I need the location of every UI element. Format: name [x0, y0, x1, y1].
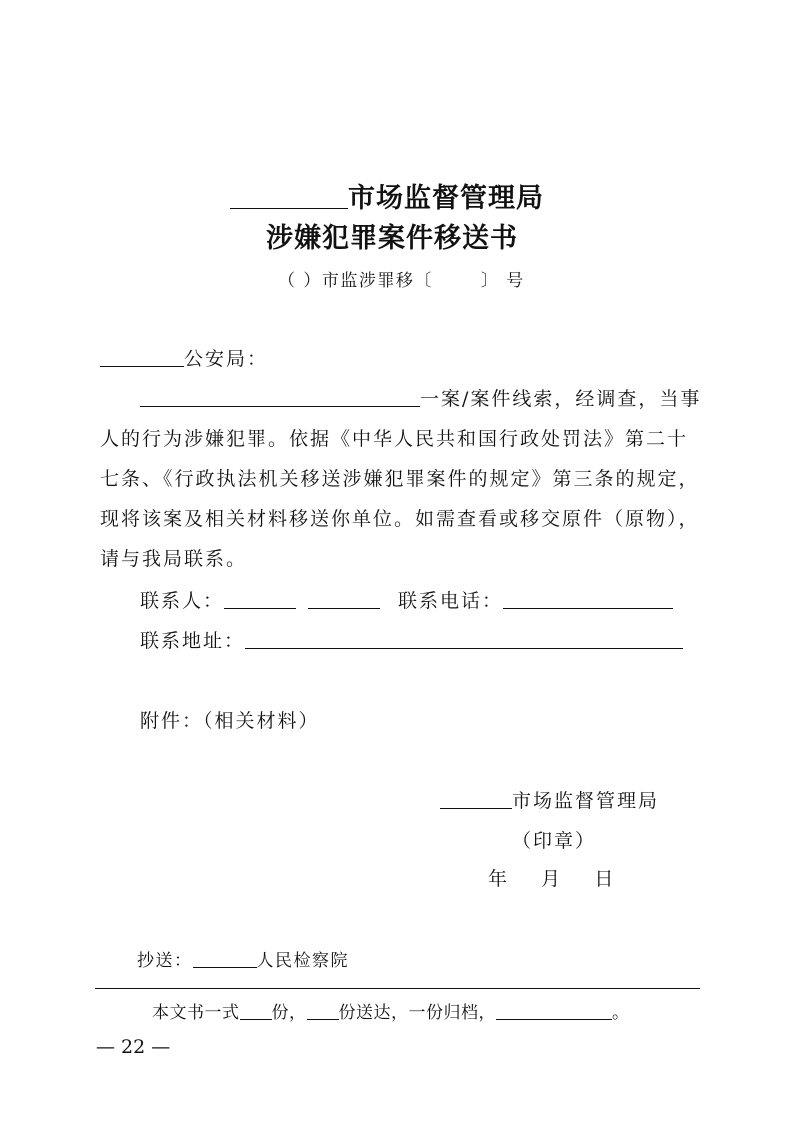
signature-org [440, 786, 659, 813]
police-bureau-blank[interactable] [100, 347, 184, 367]
copies-line [152, 998, 630, 1023]
cc-blank[interactable] [193, 950, 257, 968]
contact-address-blank[interactable] [245, 629, 683, 649]
para-line2: 人的行为涉嫌犯罪。依据《中华人民共和国行政处罚法》第二十 [100, 428, 689, 450]
contact-row [140, 586, 673, 613]
date: 年 月 日 [488, 868, 616, 890]
org-blank[interactable] [230, 181, 348, 209]
title-text: 市场监督管理局 [348, 183, 544, 214]
copies-other-blank[interactable] [496, 1002, 612, 1020]
cc-label: 抄送： [137, 951, 193, 971]
addressee [100, 344, 268, 371]
contact-person-blank-2[interactable] [308, 589, 380, 609]
para-line1 [140, 384, 701, 411]
para-line1-text: 一案/案件线索，经调查，当事 [420, 388, 702, 410]
cc-org: 人民检察院 [256, 951, 349, 971]
doc-number-prefix: （ ）市监涉罪移〔 [278, 271, 433, 291]
contact-person-blank-1[interactable] [224, 589, 296, 609]
contact-phone-blank[interactable] [503, 589, 673, 609]
divider [95, 988, 700, 989]
doc-number-suffix: 〕 号 [480, 271, 525, 291]
attachment: 附件：（相关材料） [140, 710, 320, 732]
copies-text-1: 本文书一式 [152, 1003, 240, 1023]
copies-text-3: 份送达，一份归档， [338, 1003, 496, 1023]
addressee-text: 公安局： [184, 348, 269, 370]
contact-phone-label: 联系电话： [398, 590, 504, 612]
signature-org-text: 市场监督管理局 [512, 790, 660, 812]
seal: （印章） [512, 830, 597, 852]
case-name-blank[interactable] [140, 387, 420, 407]
para-line4: 现将该案及相关材料移送你单位。如需查看或移交原件（原物）， [100, 508, 700, 530]
copies-served-blank[interactable] [307, 1002, 339, 1020]
page-number: — 22 — [96, 1036, 171, 1058]
para-line5: 请与我局联系。 [100, 548, 248, 570]
doc-number [278, 266, 525, 291]
signature-org-blank[interactable] [440, 789, 512, 809]
copies-total-blank[interactable] [240, 1002, 272, 1020]
para-line3: 七条、《行政执法机关移送涉嫌犯罪案件的规定》第三条的规定， [100, 468, 700, 490]
contact-address-label: 联系地址： [140, 630, 246, 652]
cc-line [137, 946, 349, 971]
title-line2: 涉嫌犯罪案件移送书 [266, 223, 518, 254]
copies-text-2: 份， [271, 1003, 307, 1023]
contact-person-label: 联系人： [140, 590, 225, 612]
copies-text-4: 。 [612, 1003, 630, 1023]
title-line1 [230, 176, 544, 215]
address-row [140, 626, 683, 653]
